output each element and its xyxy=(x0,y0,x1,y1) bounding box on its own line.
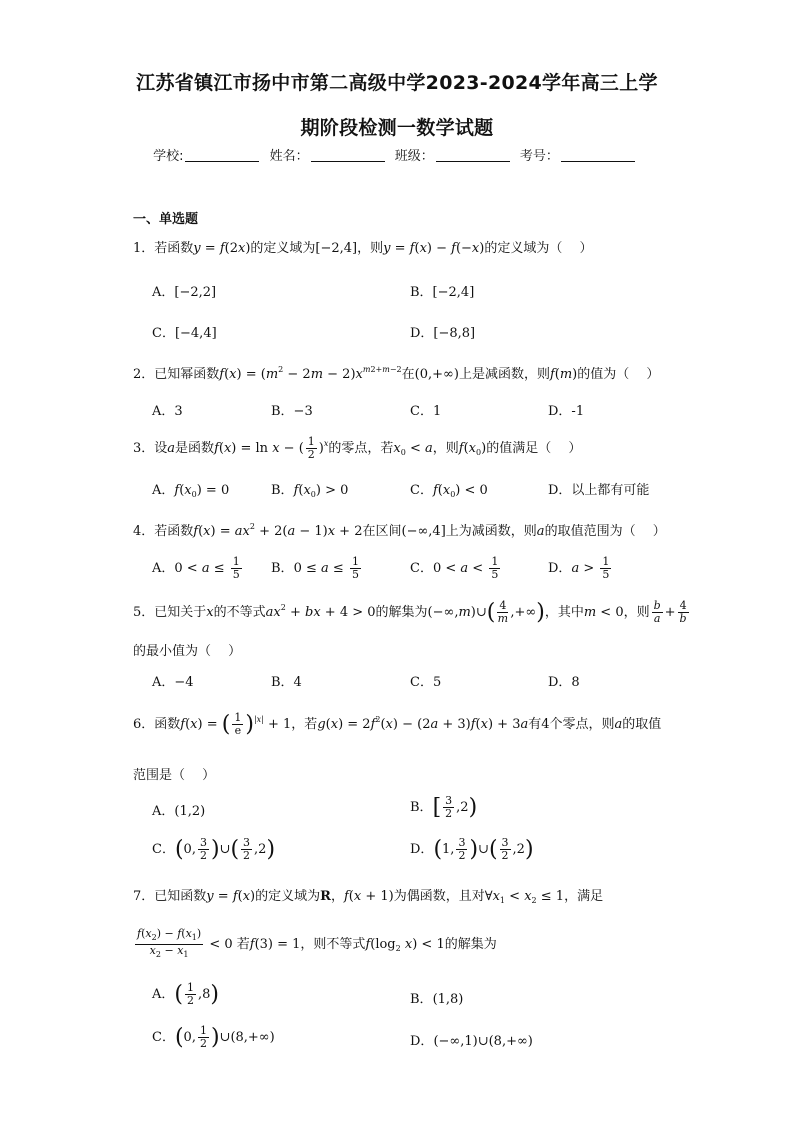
q4-option-d: D．a > $\frac{1}{5}$ xyxy=(548,555,610,581)
q4-option-c: C．0 < a < $\frac{1}{5}$ xyxy=(410,555,499,581)
q7-option-c: C．(0, $\frac{1}{2}$ )∪(8,+∞) xyxy=(152,1024,275,1050)
q6-option-a: A．(1,2) xyxy=(152,804,206,819)
question-7: 7．已知函数y = f(x)的定义域为R，f(x + 1)为偶函数，且对$\forall x_1 < x_2 \le 1$，满足 xyxy=(133,889,604,905)
q7-option-d: D．(−∞,1)∪(8,+∞) xyxy=(410,1034,533,1049)
q1-option-c: C．[−4,4] xyxy=(152,326,217,341)
school-label: 学校: xyxy=(153,149,184,164)
question-5: 5．已知关于x的不等式$ax^2$ + bx + 4 > 0的解集为(−∞,m)∪( $\frac{4}{m}$ ,+∞)，其中m < 0，则 $\frac{b}{a}$ + $\frac{4}{b}$ xyxy=(133,599,687,625)
question-1: 1．若函数y = f(2x)的定义域为[−2,4]，则y = f(x) − f(−x)的定义域为（ ） xyxy=(133,241,593,256)
q1-option-d: D．[−8,8] xyxy=(410,326,476,341)
q7-option-b: B．(1,8) xyxy=(410,992,464,1007)
number-label: 考号： xyxy=(519,149,559,164)
q6-option-d: D．(1, $\frac{3}{2}$ )∪( $\frac{3}{2}$ ,2) xyxy=(410,836,534,862)
q4-option-a: A．0 < a ≤ $\frac{1}{5}$ xyxy=(152,555,240,581)
number-blank xyxy=(561,149,635,162)
q6-option-b: B．[ $\frac{3}{2}$ ,2) xyxy=(410,794,478,820)
q3-option-a: A．$f(x_0) = 0$ xyxy=(152,483,230,499)
question-4: 4．若函数$f(x) = ax^2 + 2(a - 1)x + 2$在区间(−∞,4]上为减函数，则a的取值范围为（ ） xyxy=(133,522,666,539)
school-blank xyxy=(185,149,259,162)
section-heading: 一、单选题 xyxy=(133,212,199,227)
student-info-row xyxy=(0,145,794,164)
q7-option-a: A．( $\frac{1}{2}$ ,8) xyxy=(152,981,219,1007)
q3-option-d: D．以上都有可能 xyxy=(548,483,650,498)
q5-option-a: A．−4 xyxy=(152,675,194,690)
question-5-cont: 的最小值为（ ） xyxy=(133,644,242,659)
q2-option-c: C．1 xyxy=(410,404,442,419)
q5-option-d: D．8 xyxy=(548,675,580,690)
q3-option-c: C．$f(x_0) < 0$ xyxy=(410,483,488,499)
question-7-cont: $\frac{f(x_2) - f(x_1)}{x_2 - x_1}$ < 0 若f(3) = 1，则不等式$f(\log_2$ x) < 1的解集为 xyxy=(137,927,497,959)
q2-option-b: B．−3 xyxy=(271,404,313,419)
page-title-line2: 期阶段检测一数学试题 xyxy=(300,117,494,139)
q5-option-b: B．4 xyxy=(271,675,302,690)
q2-option-a: A．3 xyxy=(152,404,183,419)
q3-option-b: B．$f(x_0) > 0$ xyxy=(271,483,349,499)
name-blank xyxy=(311,149,385,162)
q6-option-c: C．(0, $\frac{3}{2}$ )∪( $\frac{3}{2}$ ,2) xyxy=(152,836,276,862)
question-6-cont: 范围是（ ） xyxy=(133,768,216,783)
name-label: 姓名： xyxy=(269,149,309,164)
class-label: 班级： xyxy=(394,149,434,164)
q2-option-d: D．-1 xyxy=(548,404,585,419)
q4-option-b: B．0 ≤ a ≤ $\frac{1}{5}$ xyxy=(271,555,359,581)
question-6: 6．函数f(x) = ( $\frac{1}{e}$ )$^{|x|}$ + 1，若$g(x) = 2f^2(x) - (2a + 3)f(x) + 3a$有4个零点，则a的取值 xyxy=(133,711,662,737)
class-blank xyxy=(436,149,510,162)
question-2: 2．已知幂函数$f(x) = (m^2 - 2m - 2)x^{m2+m-2}$在(0,+∞)上是减函数，则f(m)的值为（ ） xyxy=(133,365,660,382)
q5-option-c: C．5 xyxy=(410,675,442,690)
q1-option-b: B．[−2,4] xyxy=(410,285,475,300)
q1-option-a: A．[−2,2] xyxy=(152,285,217,300)
page-title-line1: 江苏省镇江市扬中市第二高级中学2023-2024学年高三上学 xyxy=(136,72,658,94)
question-3: 3．设a是函数f(x) = ln x − ( $\frac{1}{2}$ )$^x$的零点，若$x_0 < a$，则$f(x_0)$的值满足（ ） xyxy=(133,435,582,461)
